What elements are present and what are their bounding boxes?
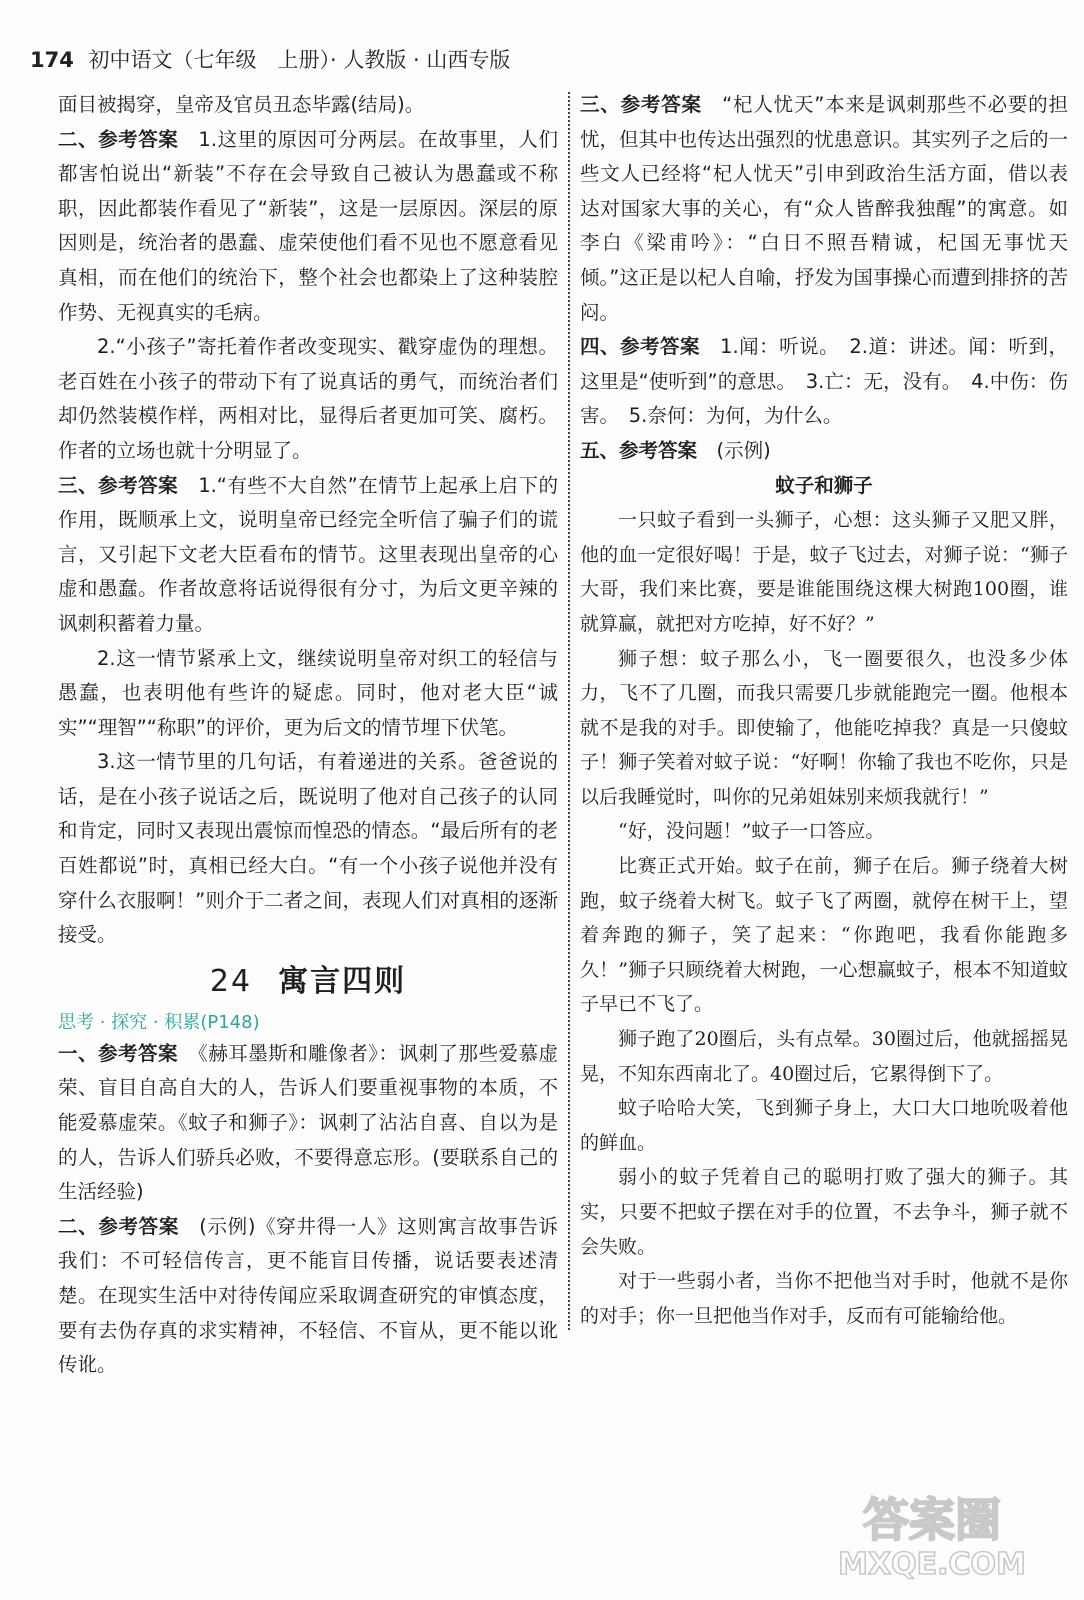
answer-3 bbox=[58, 469, 558, 642]
story-paragraph: 狮子想：蚊子那么小，飞一圈要很久，也没多少体力，飞不了几圈，而我只需要几步就能跑完一圈。他根本就不是我的对手。即使输了，他能吃掉我？真是一只傻蚊子！狮子笑着对蚊子说：“好啊！你输了我也不吃你，只是以后我睡觉时，叫你的兄弟姐妹别来烦我就行！” bbox=[580, 647, 1068, 808]
section-title: 寓言四则 bbox=[278, 963, 407, 999]
answer-text: (示例)《穿井得一人》这则寓言故事告诉我们：不可轻信传言，更不能盲目传播，说话要表述清楚。在现实生活中对待传闻应采取调查研究的审慎态度，要有去伪存真的求实精神，不轻信、不盲从，更不能以讹传讹。 bbox=[58, 1214, 558, 1377]
book-title: 初中语文（七年级 上册）· 人教版 · 山西专版 bbox=[88, 48, 511, 72]
story-paragraph: 弱小的蚊子凭着自己的聪明打败了强大的狮子。其实，只要不把蚊子摆在对手的位置，不去争斗，狮子就不会失败。 bbox=[580, 1166, 1068, 1258]
answer-text: “杞人忧天”本来是讽刺那些不必要的担忧，但其中也传达出强烈的忧患意识。其实列子之后的一些文人已经将“杞人忧天”引申到政治生活方面，借以表达对国家大事的关心，有“众人皆醉我独醒”的寓意。如李白《梁甫吟》：“白日不照吾精诚，杞国无事忧天倾。”这正是以杞人自喻，抒发为国事操心而遭到排挤的苦闷。 bbox=[580, 93, 1068, 324]
section-heading bbox=[58, 963, 558, 1001]
left-column bbox=[58, 88, 558, 1383]
paragraph: 3.这一情节里的几句话，有着递进的关系。爸爸说的话，是在小孩子说话之后，既说明了他对自己孩子的认同和肯定，同时又表现出震惊而惶恐的情态。“最后所有的老百姓都说”时，真相已经大白。“有一个小孩子说他并没有穿什么衣服啊！”则介于二者之间，表现人们对真相的逐渐接受。 bbox=[58, 750, 558, 947]
story-paragraph: “好，没问题！”蚊子一口答应。 bbox=[618, 820, 885, 843]
page-number: 174 bbox=[30, 48, 74, 72]
answer-text: 《赫耳墨斯和雕像者》：讽刺了那些爱慕虚荣、盲目自高自大的人，告诉人们要重视事物的本质，不能爱慕虚荣。《蚊子和狮子》：讽刺了沾沾自喜、自以为是的人，告诉人们骄兵必败，不要得意忘形。(要联系自己的生活经验) bbox=[58, 1041, 558, 1204]
answer-5 bbox=[580, 434, 1068, 469]
answer-2 bbox=[58, 123, 558, 331]
story-paragraph: 蚊子哈哈大笑，飞到狮子身上，大口大口地吮吸着他的鲜血。 bbox=[580, 1097, 1068, 1154]
watermark-cn: 答案圈 bbox=[863, 1493, 1001, 1547]
subsection-heading: 思考 · 探究 · 积累(P148) bbox=[58, 1011, 260, 1033]
answer-3 bbox=[580, 88, 1068, 330]
column-divider bbox=[568, 92, 570, 1330]
answer-4 bbox=[580, 330, 1068, 434]
paragraph: 2.这一情节紧承上文，继续说明皇帝对织工的轻信与愚蠢，也表明他有些许的疑虑。同时，他对老大臣“诚实”“理智”“称职”的评价，更为后文的情节埋下伏笔。 bbox=[58, 646, 558, 739]
story-paragraph: 一只蚊子看到一头狮子，心想：这头狮子又肥又胖，他的血一定很好喝！于是，蚊子飞过去，对狮子说：“狮子大哥，我们来比赛，要是谁能围绕这棵大树跑100圈，谁就算赢，就把对方吃掉，好不好？” bbox=[580, 509, 1068, 635]
answer-label: 一、参考答案 bbox=[58, 1041, 178, 1065]
section-number: 24 bbox=[209, 963, 253, 999]
answer-label: 五、参考答案 bbox=[580, 438, 698, 462]
page-header bbox=[30, 44, 510, 74]
watermark-logo bbox=[804, 1486, 1064, 1582]
answer-label: 二、参考答案 bbox=[58, 127, 179, 151]
answer-2 bbox=[58, 1210, 558, 1383]
answer-note: (示例) bbox=[716, 438, 771, 462]
story-body bbox=[580, 503, 1068, 1333]
watermark-en: MXQE.COM bbox=[838, 1547, 1026, 1582]
answer-label: 三、参考答案 bbox=[580, 93, 702, 116]
answer-label: 四、参考答案 bbox=[580, 335, 701, 359]
answer-label: 三、参考答案 bbox=[58, 473, 179, 497]
paragraph: 2.“小孩子”寄托着作者改变现实、戳穿虚伪的理想。老百姓在小孩子的带动下有了说真话的勇气，而统治者们却仍然装模作样，两相对比，显得后者更加可笑、腐朽。作者的立场也就十分明显了。 bbox=[58, 335, 558, 462]
story-paragraph: 对于一些弱小者，当你不把他当对手时，他就不是你的对手；你一旦把他当作对手，反而有可能输给他。 bbox=[580, 1270, 1068, 1327]
answer-text: 1.“有些不大自然”在情节上起承上启下的作用，既顺承上文，说明皇帝已经完全听信了骗子们的谎言，又引起下文老大臣看布的情节。这里表现出皇帝的心虚和愚蠢。作者故意将话说得很有分寸，为后文更辛辣的讽刺积蓄着力量。 bbox=[58, 473, 558, 635]
story-paragraph: 狮子跑了20圈后，头有点晕。30圈过后，他就摇摇晃晃，不知东西南北了。40圈过后，它累得倒下了。 bbox=[580, 1028, 1068, 1085]
story-title: 蚊子和狮子 bbox=[775, 473, 873, 497]
story-paragraph: 比赛正式开始。蚊子在前，狮子在后。狮子绕着大树跑，蚊子绕着大树飞。蚊子飞了两圈，就停在树干上，望着奔跑的狮子，笑了起来：“你跑吧，我看你能跑多久！”狮子只顾绕着大树跑，一心想赢蚊子，根本不知道蚊子早已不飞了。 bbox=[580, 855, 1068, 1016]
answer-text: 1.闻：听说。 2.道：讲述。闻：听到，这里是“使听到”的意思。 3.亡：无，没有。 4.中伤：伤害。 5.奈何：为何，为什么。 bbox=[580, 335, 1068, 428]
answer-label: 二、参考答案 bbox=[58, 1214, 180, 1238]
watermark-icon bbox=[804, 1486, 1064, 1582]
paragraph: 面目被揭穿，皇帝及官员丑态毕露(结局)。 bbox=[58, 93, 425, 116]
right-column bbox=[580, 88, 1068, 1333]
answer-1 bbox=[58, 1037, 558, 1210]
answer-text: 1.这里的原因可分两层。在故事里，人们都害怕说出“新装”不存在会导致自己被认为愚蠢或不称职，因此都装作看见了“新装”，这是一层原因。深层的原因则是，统治者的愚蠢、虚荣使他们看不见也不愿意看见真相，而在他们的统治下，整个社会也都染上了这种装腔作势、无视真实的毛病。 bbox=[58, 127, 558, 324]
